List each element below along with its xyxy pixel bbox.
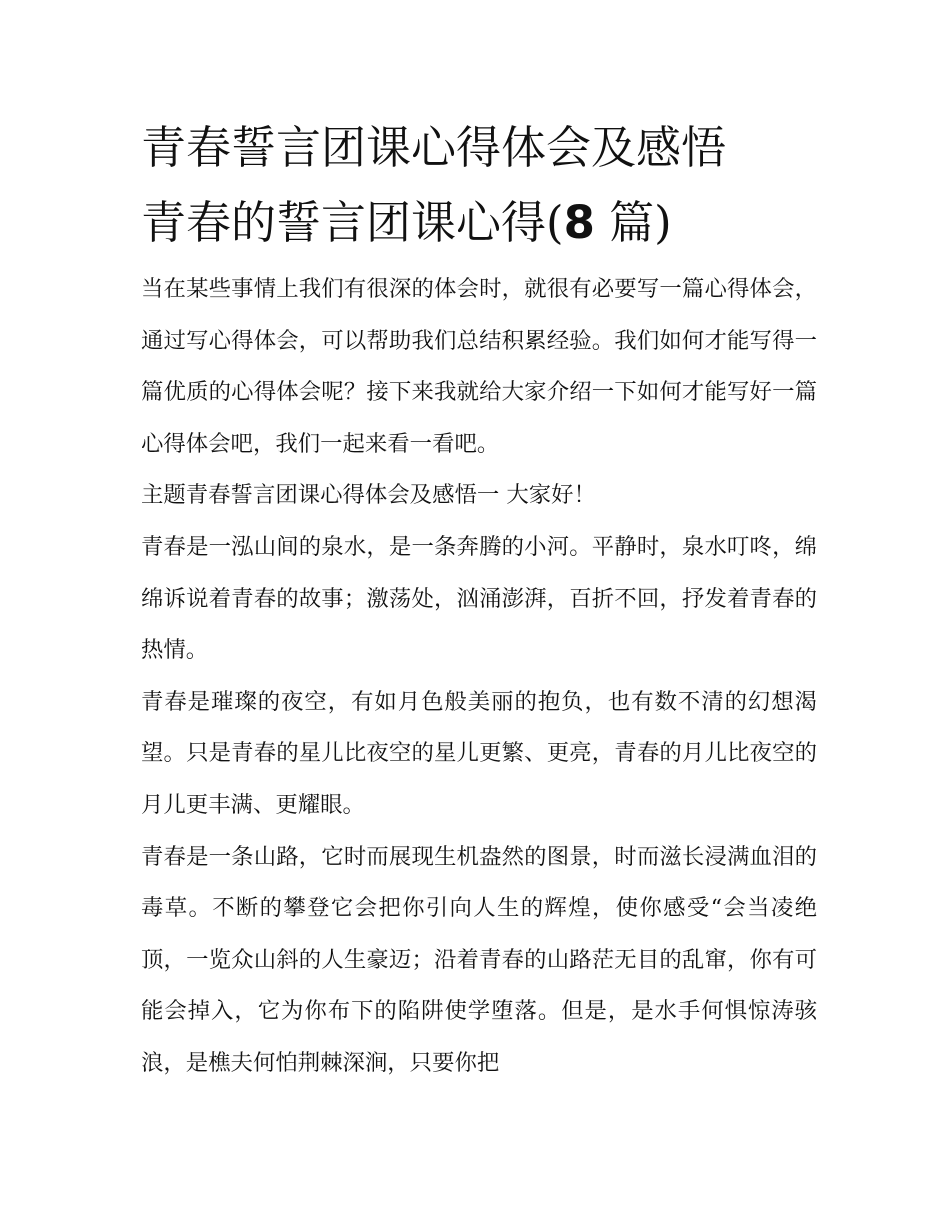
title-line-2-suffix: 篇) bbox=[594, 196, 672, 249]
section-heading-paragraph: 主题青春誓言团课心得体会及感悟一 大家好！ bbox=[141, 482, 596, 509]
body-paragraph: 青春是璀璨的夜空，有如月色般美丽的抱负，也有数不清的幻想渴望。只是青春的星儿比夜空的星儿更繁、更亮，青春的月儿比夜空的月儿更丰满、更耀眼。 bbox=[141, 688, 817, 818]
document-title bbox=[141, 110, 817, 260]
intro-paragraph: 当在某些事情上我们有很深的体会时，就很有必要写一篇心得体会，通过写心得体会，可以帮助我们总结积累经验。我们如何才能写得一篇优质的心得体会呢？接下来我就给大家介绍一下如何才能写好一篇心得体会吧，我们一起来看一看吧。 bbox=[141, 276, 817, 457]
title-line-1: 青春誓言团课心得体会及感悟 bbox=[141, 121, 727, 174]
title-line-2 bbox=[141, 185, 817, 260]
title-line-2-prefix: 青春的誓言团课心得( bbox=[141, 196, 564, 249]
title-article-count: 8 bbox=[563, 196, 595, 249]
body-paragraph: 青春是一泓山间的泉水，是一条奔腾的小河。平静时，泉水叮咚，绵绵诉说着青春的故事；激荡处，汹涌澎湃，百折不回，抒发着青春的热情。 bbox=[141, 533, 817, 664]
document-page bbox=[141, 110, 817, 1090]
document-body bbox=[141, 264, 817, 1090]
body-paragraph: 青春是一条山路，它时而展现生机盎然的图景，时而滋长浸满血泪的毒草。不断的攀登它会把你引向人生的辉煌，使你感受“会当凌绝顶，一览众山斜的人生豪迈；沿着青春的山路茫无目的乱窜，你有可能会掉入，它为你布下的陷阱使学堕落。但是，是水手何惧惊涛骇浪，是樵夫何怕荆棘深涧，只要你把 bbox=[141, 843, 817, 1076]
